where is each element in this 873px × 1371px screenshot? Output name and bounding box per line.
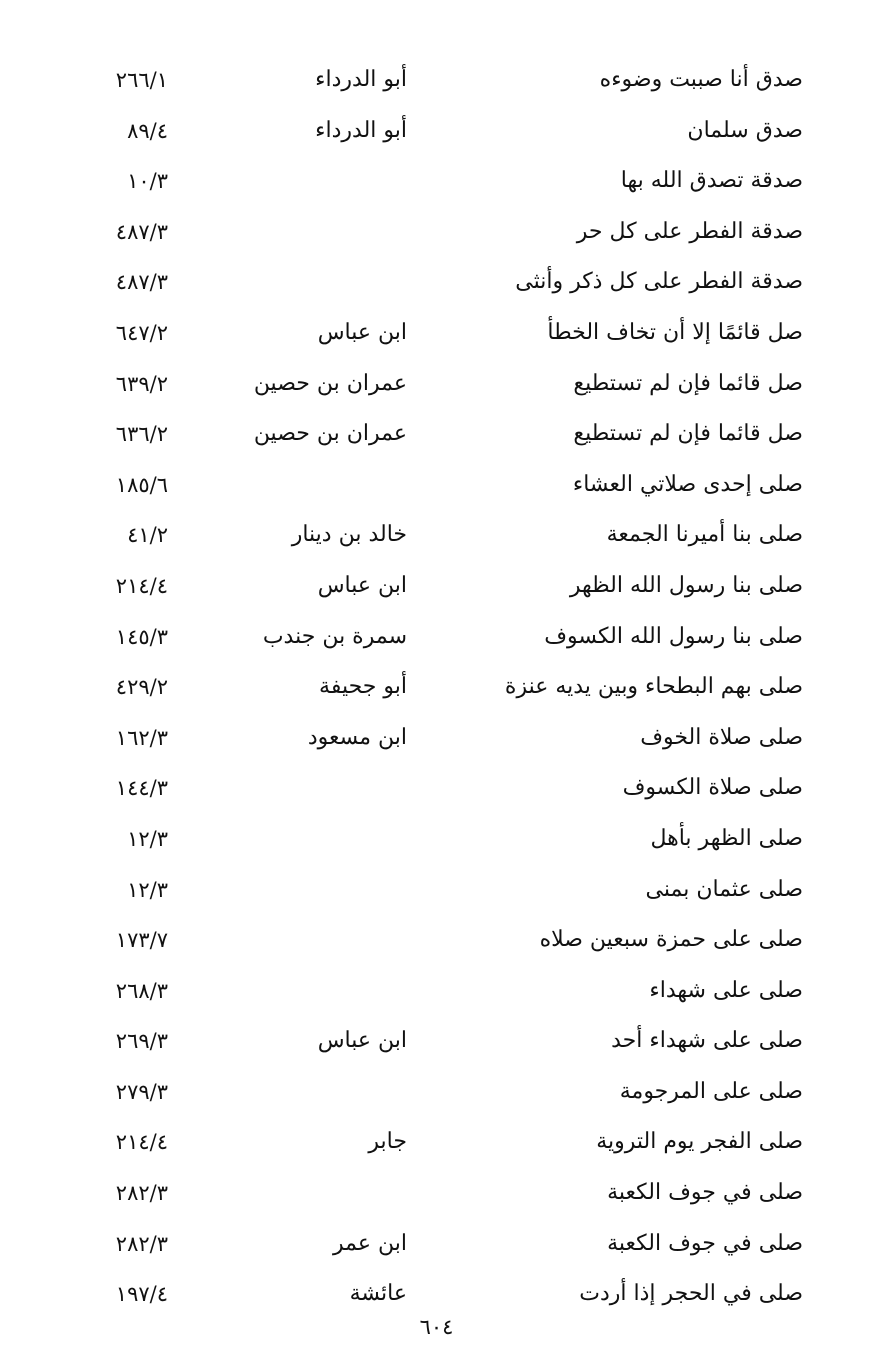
hadith-text: صلى على شهداء xyxy=(649,977,803,1003)
narrator-name xyxy=(207,763,407,814)
table-row xyxy=(0,1219,873,1270)
table-row xyxy=(0,510,873,561)
hadith-text: صدقة تصدق الله بها xyxy=(620,168,803,194)
narrator-name xyxy=(207,257,407,308)
table-row xyxy=(0,106,873,157)
hadith-text: صلى في جوف الكعبة xyxy=(607,1180,803,1206)
volume-page-reference: ٢١٤/٤ xyxy=(115,573,168,598)
hadith-text: صل قائما فإن لم تستطيع xyxy=(573,421,803,447)
narrator-name: عائشة xyxy=(349,1281,407,1307)
hadith-text: صلى صلاة الخوف xyxy=(640,724,803,750)
narrator-name: عمران بن حصين xyxy=(253,421,407,447)
volume-page-reference: ١٠/٣ xyxy=(127,169,168,194)
hadith-text: صلى الفجر يوم التروية xyxy=(596,1129,803,1155)
volume-page-reference: ٨٩/٤ xyxy=(127,118,168,143)
narrator-name: ابن عمر xyxy=(333,1230,407,1256)
volume-page-reference: ٦٣٦/٢ xyxy=(115,422,168,447)
narrator-name xyxy=(207,156,407,207)
hadith-text: صلى في الحجر إذا أردت xyxy=(579,1281,803,1307)
table-row xyxy=(0,865,873,916)
volume-page-reference: ١٦٢/٣ xyxy=(115,725,168,750)
hadith-text: صدقة الفطر على كل ذكر وأنثى xyxy=(515,269,803,295)
volume-page-reference: ٤٢٩/٢ xyxy=(115,675,168,700)
narrator-name: خالد بن دينار xyxy=(291,522,407,548)
narrator-name: أبو الدرداء xyxy=(315,117,407,143)
narrator-name: جابر xyxy=(368,1129,407,1155)
volume-page-reference: ٢١٤/٤ xyxy=(115,1130,168,1155)
volume-page-reference: ٢٨٢/٣ xyxy=(115,1181,168,1206)
hadith-text: صلى بنا رسول الله الظهر xyxy=(569,572,803,598)
table-row xyxy=(0,460,873,511)
narrator-name: ابن عباس xyxy=(317,319,407,345)
hadith-text: صلى إحدى صلاتي العشاء xyxy=(572,471,803,497)
volume-page-reference: ٦٣٩/٢ xyxy=(115,371,168,396)
table-row xyxy=(0,1067,873,1118)
volume-page-reference: ١٧٣/٧ xyxy=(115,928,168,953)
volume-page-reference: ١٤٤/٣ xyxy=(115,776,168,801)
hadith-text: صلى بنا أميرنا الجمعة xyxy=(606,522,803,548)
volume-page-reference: ١٨٥/٦ xyxy=(115,472,168,497)
narrator-name: عمران بن حصين xyxy=(253,370,407,396)
volume-page-reference: ٢٨٢/٣ xyxy=(115,1231,168,1256)
narrator-name xyxy=(207,207,407,258)
hadith-text: صلى عثمان بمنى xyxy=(645,876,803,902)
table-row xyxy=(0,207,873,258)
table-row xyxy=(0,359,873,410)
volume-page-reference: ٤٨٧/٣ xyxy=(115,270,168,295)
hadith-text: صدق أنا صببت وضوءه xyxy=(599,67,803,92)
hadith-text: صدقة الفطر على كل حر xyxy=(576,218,803,244)
table-row xyxy=(0,915,873,966)
volume-page-reference: ٢٦٨/٣ xyxy=(115,978,168,1003)
volume-page-reference: ١٤٥/٣ xyxy=(115,624,168,649)
narrator-name xyxy=(207,460,407,511)
hadith-text: صلى على حمزة سبعين صلاه xyxy=(539,927,803,953)
narrator-name xyxy=(207,1168,407,1219)
table-row xyxy=(0,662,873,713)
volume-page-reference: ١٢/٣ xyxy=(127,826,168,851)
table-row xyxy=(0,257,873,308)
volume-page-reference: ٦٤٧/٢ xyxy=(115,320,168,345)
hadith-index-table xyxy=(0,55,873,1320)
table-row xyxy=(0,814,873,865)
hadith-text: صل قائمًا إلا أن تخاف الخطأ xyxy=(547,319,803,345)
table-row xyxy=(0,1016,873,1067)
table-row xyxy=(0,713,873,764)
narrator-name: ابن مسعود xyxy=(307,724,407,750)
table-row xyxy=(0,308,873,359)
table-row xyxy=(0,561,873,612)
volume-page-reference: ٤١/٢ xyxy=(127,523,168,548)
hadith-text: صلى بهم البطحاء وبين يديه عنزة xyxy=(504,674,803,700)
hadith-text: صلى في جوف الكعبة xyxy=(607,1230,803,1256)
table-row xyxy=(0,409,873,460)
narrator-name: سمرة بن جندب xyxy=(262,623,407,649)
volume-page-reference: ١٩٧/٤ xyxy=(115,1282,168,1307)
hadith-text: صلى على المرجومة xyxy=(619,1078,803,1104)
narrator-name: ابن عباس xyxy=(317,1028,407,1054)
narrator-name xyxy=(207,1067,407,1118)
narrator-name xyxy=(207,865,407,916)
narrator-name xyxy=(207,814,407,865)
volume-page-reference: ٤٨٧/٣ xyxy=(115,219,168,244)
table-row xyxy=(0,1168,873,1219)
volume-page-reference: ٢٦٦/١ xyxy=(115,68,168,92)
table-row xyxy=(0,612,873,663)
hadith-text: صلى صلاة الكسوف xyxy=(622,775,803,801)
volume-page-reference: ٢٧٩/٣ xyxy=(115,1079,168,1104)
narrator-name: ابن عباس xyxy=(317,572,407,598)
narrator-name xyxy=(207,915,407,966)
hadith-text: صلى على شهداء أحد xyxy=(611,1028,803,1054)
table-row xyxy=(0,55,873,106)
page-number: ٦٠٤ xyxy=(419,1315,454,1339)
table-row xyxy=(0,1117,873,1168)
narrator-name: أبو الدرداء xyxy=(315,67,407,92)
volume-page-reference: ٢٦٩/٣ xyxy=(115,1029,168,1054)
hadith-text: صلى بنا رسول الله الكسوف xyxy=(544,623,803,649)
hadith-text: صدق سلمان xyxy=(687,117,803,143)
hadith-text: صل قائما فإن لم تستطيع xyxy=(573,370,803,396)
table-row xyxy=(0,966,873,1017)
narrator-name xyxy=(207,966,407,1017)
hadith-text: صلى الظهر بأهل xyxy=(650,825,803,851)
table-row xyxy=(0,763,873,814)
volume-page-reference: ١٢/٣ xyxy=(127,877,168,902)
table-row xyxy=(0,156,873,207)
narrator-name: أبو جحيفة xyxy=(319,674,407,700)
